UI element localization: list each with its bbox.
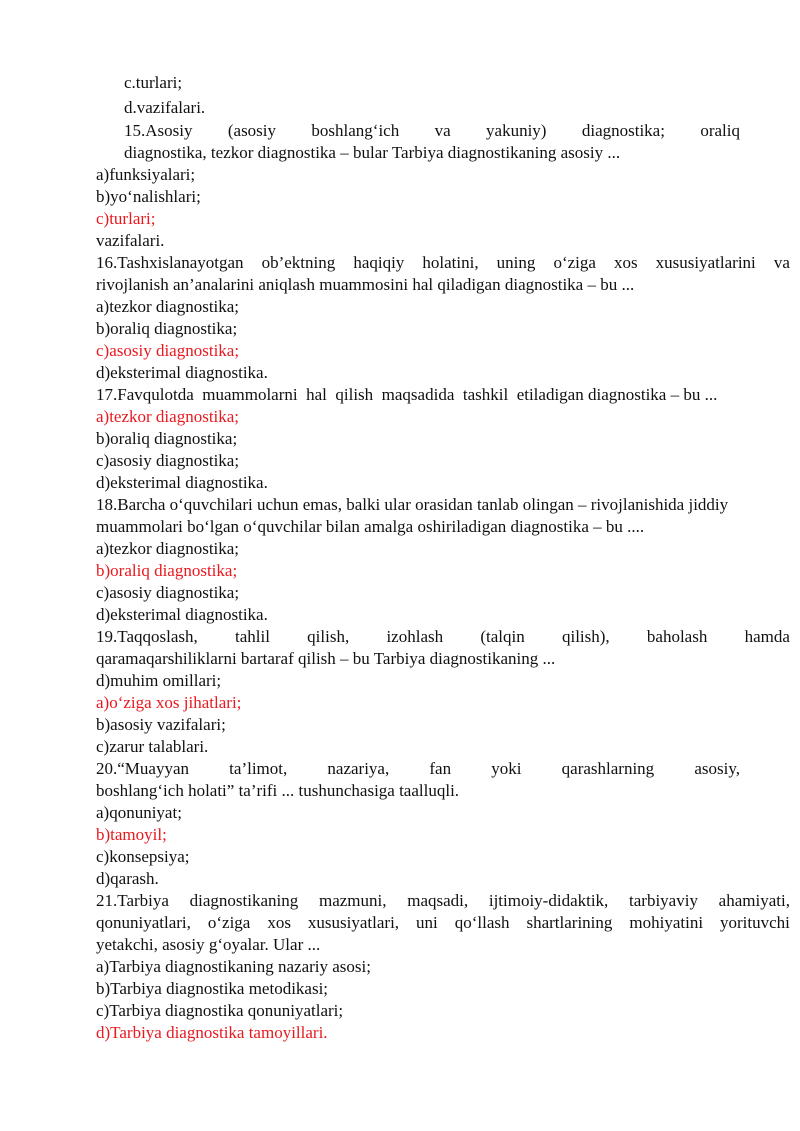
- q19-option-a-correct: a)o‘ziga xos jihatlari;: [96, 693, 242, 712]
- word: tarbiyaviy: [629, 891, 698, 910]
- q18-option-a: a)tezkor diagnostika;: [96, 539, 240, 558]
- question-16-line-2: rivojlanish an’analarini aniqlash muammosini hal qiladigan diagnostika – bu ...: [96, 275, 635, 294]
- word: ahamiyati,: [718, 891, 790, 910]
- word: baholash: [646, 627, 708, 646]
- q19-option-b: b)asosiy vazifalari;: [96, 715, 226, 734]
- q21-option-d-correct: d)Tarbiya diagnostika tamoyillari.: [96, 1023, 328, 1042]
- q16-option-a: a)tezkor diagnostika;: [96, 297, 240, 316]
- question-21-line-2: [96, 912, 790, 934]
- word: ta’limot,: [229, 759, 288, 778]
- word: o‘ziga: [553, 253, 596, 272]
- q15-option-a: a)funksiyalari;: [96, 165, 196, 184]
- option-d-prev: d.vazifalari.: [124, 98, 206, 117]
- question-18-line-1: 18.Barcha o‘quvchilari uchun emas, balki ular orasidan tanlab olingan – rivojlanishida jiddiy: [96, 495, 729, 514]
- word: 19.Taqqoslash,: [96, 627, 198, 646]
- word: mazmuni,: [318, 891, 387, 910]
- word: o‘ziga: [207, 913, 251, 932]
- q16-option-d: d)eksterimal diagnostika.: [96, 363, 268, 382]
- word: 16.Tashxislanayotgan: [96, 253, 244, 272]
- word: xos: [267, 913, 291, 932]
- question-18-line-2: muammolari bo‘lgan o‘quvchilar bilan amalga oshiriladigan diagnostika – bu ....: [96, 517, 645, 536]
- word: fan: [429, 759, 452, 778]
- q17-option-a-correct: a)tezkor diagnostika;: [96, 407, 240, 426]
- word: shartlarining: [526, 913, 613, 932]
- word: yakuniy): [486, 121, 547, 140]
- word: qilish,: [307, 627, 350, 646]
- q17-option-c: c)asosiy diagnostika;: [96, 451, 240, 470]
- word: mohiyatini: [629, 913, 704, 932]
- q21-option-a: a)Tarbiya diagnostikaning nazariy asosi;: [96, 957, 371, 976]
- word: xususiyatlari,: [307, 913, 400, 932]
- question-16-line-1: [96, 252, 790, 274]
- word: ijtimoiy-didaktik,: [488, 891, 609, 910]
- word: xos: [613, 253, 638, 272]
- q20-option-a: a)qonuniyat;: [96, 803, 182, 822]
- q15-option-c-correct: c)turlari;: [96, 209, 156, 228]
- q15-option-d: vazifalari.: [96, 231, 165, 250]
- q18-option-b-correct: b)oraliq diagnostika;: [96, 561, 238, 580]
- q20-option-d: d)qarash.: [96, 869, 159, 888]
- question-15-line-1: [124, 120, 740, 142]
- word: va: [773, 253, 790, 272]
- word: qo‘llash: [454, 913, 510, 932]
- q19-option-d: d)muhim omillari;: [96, 671, 222, 690]
- question-20-line-2: boshlang‘ich holati” ta’rifi ... tushunchasiga taalluqli.: [96, 781, 460, 800]
- q17-option-b: b)oraliq diagnostika;: [96, 429, 238, 448]
- word: xususiyatlarini: [655, 253, 756, 272]
- word: diagnostikaning: [189, 891, 299, 910]
- q21-option-b: b)Tarbiya diagnostika metodikasi;: [96, 979, 329, 998]
- option-c-prev: c.turlari;: [124, 73, 183, 92]
- question-20-line-1: [96, 758, 740, 780]
- q17-option-d: d)eksterimal diagnostika.: [96, 473, 268, 492]
- word: diagnostika;: [581, 121, 665, 140]
- word: yoki: [491, 759, 522, 778]
- question-21-line-1: [96, 890, 790, 912]
- word: uning: [496, 253, 536, 272]
- q18-option-d: d)eksterimal diagnostika.: [96, 605, 268, 624]
- q19-option-c: c)zarur talablari.: [96, 737, 209, 756]
- word: va: [434, 121, 451, 140]
- word: (talqin: [480, 627, 525, 646]
- question-15-line-2: diagnostika, tezkor diagnostika – bular Tarbiya diagnostikaning asosiy ...: [124, 143, 621, 162]
- question-19-line-1: [96, 626, 790, 648]
- word: uni: [416, 913, 438, 932]
- q18-option-c: c)asosiy diagnostika;: [96, 583, 240, 602]
- word: qilish),: [561, 627, 610, 646]
- word: boshlang‘ich: [311, 121, 400, 140]
- word: nazariya,: [327, 759, 390, 778]
- word: ob’ektning: [261, 253, 336, 272]
- word: qarashlarning: [561, 759, 655, 778]
- word: maqsadi,: [407, 891, 469, 910]
- question-21-line-3: yetakchi, asosiy g‘oyalar. Ular ...: [96, 935, 321, 954]
- word: yorituvchi: [720, 913, 790, 932]
- word: haqiqiy: [353, 253, 405, 272]
- question-17-line-1: 17.Favqulotda muammolarni hal qilish maqsadida tashkil etiladigan diagnostika – bu ...: [96, 385, 718, 404]
- q15-option-b: b)yo‘nalishlari;: [96, 187, 201, 206]
- q20-option-b-correct: b)tamoyil;: [96, 825, 167, 844]
- q16-option-c-correct: c)asosiy diagnostika;: [96, 341, 240, 360]
- word: hamda: [744, 627, 790, 646]
- q20-option-c: c)konsepsiya;: [96, 847, 190, 866]
- word: 20.“Muayyan: [96, 759, 190, 778]
- word: tahlil: [234, 627, 270, 646]
- word: qonuniyatlari,: [96, 913, 191, 932]
- word: 21.Tarbiya: [96, 891, 169, 910]
- word: holatini,: [422, 253, 479, 272]
- question-19-line-2: qaramaqarshiliklarni bartaraf qilish – bu Tarbiya diagnostikaning ...: [96, 649, 556, 668]
- word: izohlash: [386, 627, 444, 646]
- q21-option-c: c)Tarbiya diagnostika qonuniyatlari;: [96, 1001, 344, 1020]
- word: oraliq: [700, 121, 740, 140]
- word: (asosiy: [227, 121, 277, 140]
- q16-option-b: b)oraliq diagnostika;: [96, 319, 238, 338]
- word: 15.Asosiy: [124, 121, 193, 140]
- word: asosiy,: [694, 759, 740, 778]
